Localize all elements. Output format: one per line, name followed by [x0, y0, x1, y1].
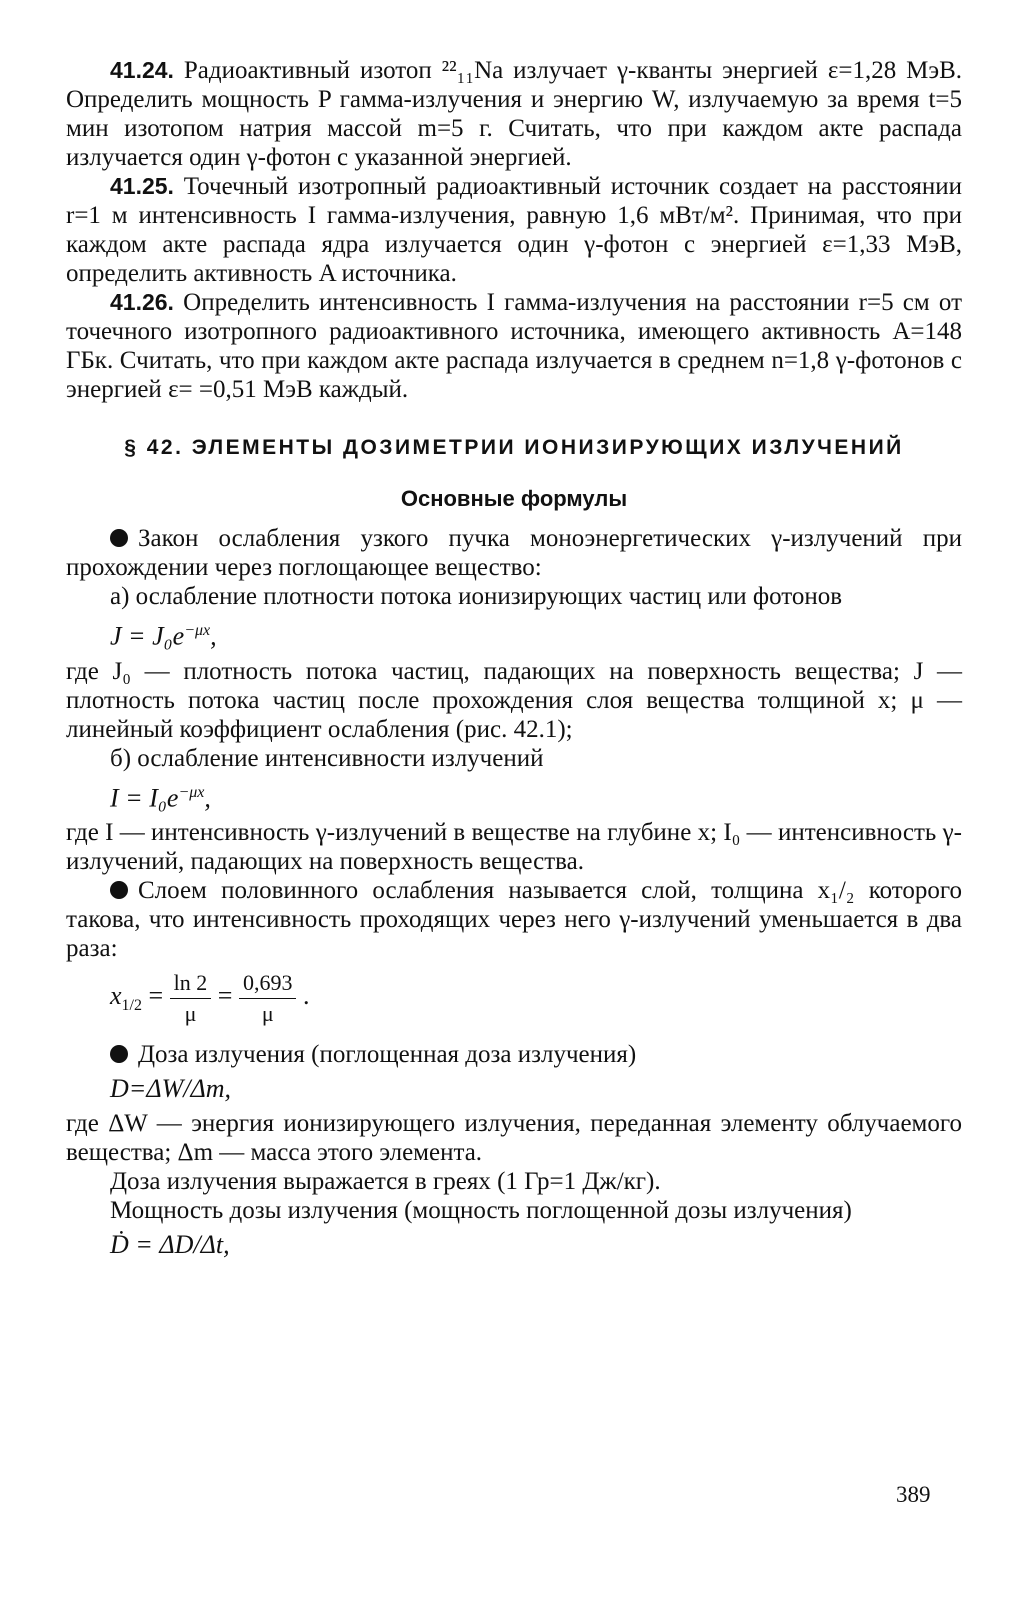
problem-number: 41.26. — [110, 289, 174, 315]
where-dose: где ΔW — энергия ионизирующего излучения, переданная элементу облучаемого вещества; Δm — масса этого элемента. — [66, 1109, 962, 1166]
bullet-icon — [110, 529, 128, 547]
section-heading: § 42. ЭЛЕМЕНТЫ ДОЗИМЕТРИИ ИОНИЗИРУЮЩИХ ИЗЛУЧЕНИЙ — [124, 436, 904, 459]
item-b: б) ослабление интенсивности излучений — [110, 744, 544, 772]
problem-text: Точечный изотропный радиоактивный источник создает на расстоянии r=1 м интенсивность I гамма-излучения, равную 1,6 мВт/м². Принимая, что при каждом акте распада ядра излучается один γ-фотон с энергией ε=1,33 МэВ, определить активность A источника. — [66, 173, 962, 287]
problem-number: 41.25. — [110, 173, 174, 199]
dose-intro-text: Доза излучения (поглощенная доза излучения) — [138, 1040, 637, 1068]
dose-unit: Доза излучения выражается в греях (1 Гр=1 Дж/кг). — [110, 1167, 661, 1195]
half-layer-text: Слоем половинного ослабления называется слой, толщина x₁/₂ которого такова, что интенсивность проходящих через него γ-излучений уменьшается в два раза: — [66, 877, 962, 963]
problem-text: Радиоактивный изотоп ²²₁₁Na излучает γ-кванты энергией ε=1,28 МэВ. Определить мощность P гамма-излучения и энергию W, излучаемую за время t=5 мин изотопом натрия массой m=5 г. Считать, что при каждом акте распада излучается один γ-фотон с указанной энергией. — [66, 57, 963, 171]
problem-41-25 — [66, 172, 962, 288]
problem-text: Определить интенсивность I гамма-излучения на расстоянии r=5 см от точечного изотропного радиоактивного источника, имеющего активность A=148 ГБк. Считать, что при каждом акте распада излучается в среднем n=1,8 γ-фотонов с энергией ε= =0,51 МэВ каждый. — [66, 289, 962, 403]
problem-number: 41.24. — [110, 57, 174, 83]
item-a: а) ослабление плотности потока ионизирующих частиц или фотонов — [110, 583, 843, 610]
page-number: 389 — [896, 1482, 931, 1507]
dose-intro-paragraph — [66, 1040, 962, 1069]
page-body — [66, 56, 962, 1265]
fraction-0693: $\frac{0,693}{\mu}$ — [239, 968, 297, 1029]
formula-dose-rate: Ḋ = ΔD/Δt, — [110, 1229, 230, 1259]
problem-41-26 — [66, 288, 962, 404]
problem-41-24 — [66, 56, 962, 172]
formula-half-layer: $x_{1/2}$ = $\frac{\ln 2}{\mu}$ = $\frac{0,693}{\mu}$ . — [110, 963, 962, 1039]
dose-rate-intro: Мощность дозы излучения (мощность поглощенной дозы излучения) — [110, 1196, 852, 1224]
half-layer-paragraph — [66, 876, 962, 963]
formula-flux-attenuation: $J = J_0e^{-\mu x}$, — [110, 621, 217, 651]
fraction-ln2: $\frac{\ln 2}{\mu}$ — [170, 968, 212, 1029]
where-a: где J₀ — плотность потока частиц, падающих на поверхность вещества; J — плотность потока частиц после прохождения слоя вещества толщиной x; μ — линейный коэффициент ослабления (рис. 42.1); — [66, 657, 962, 743]
law-intro-paragraph — [66, 524, 962, 582]
formula-intensity-attenuation: $I = I_0e^{-\mu x}$, — [110, 783, 211, 813]
where-b: где I — интенсивность γ-излучений в веществе на глубине x; I₀ — интенсивность γ-излучений, падающих на поверхность вещества. — [66, 819, 962, 876]
formula-dose: D=ΔW/Δm, — [110, 1073, 231, 1103]
law-intro-text: Закон ослабления узкого пучка моноэнергетических γ-излучений при прохождении через поглощающее вещество: — [66, 525, 962, 581]
bullet-icon — [110, 1045, 128, 1063]
bullet-icon — [110, 881, 128, 899]
section-subheading: Основные формулы — [400, 486, 628, 511]
